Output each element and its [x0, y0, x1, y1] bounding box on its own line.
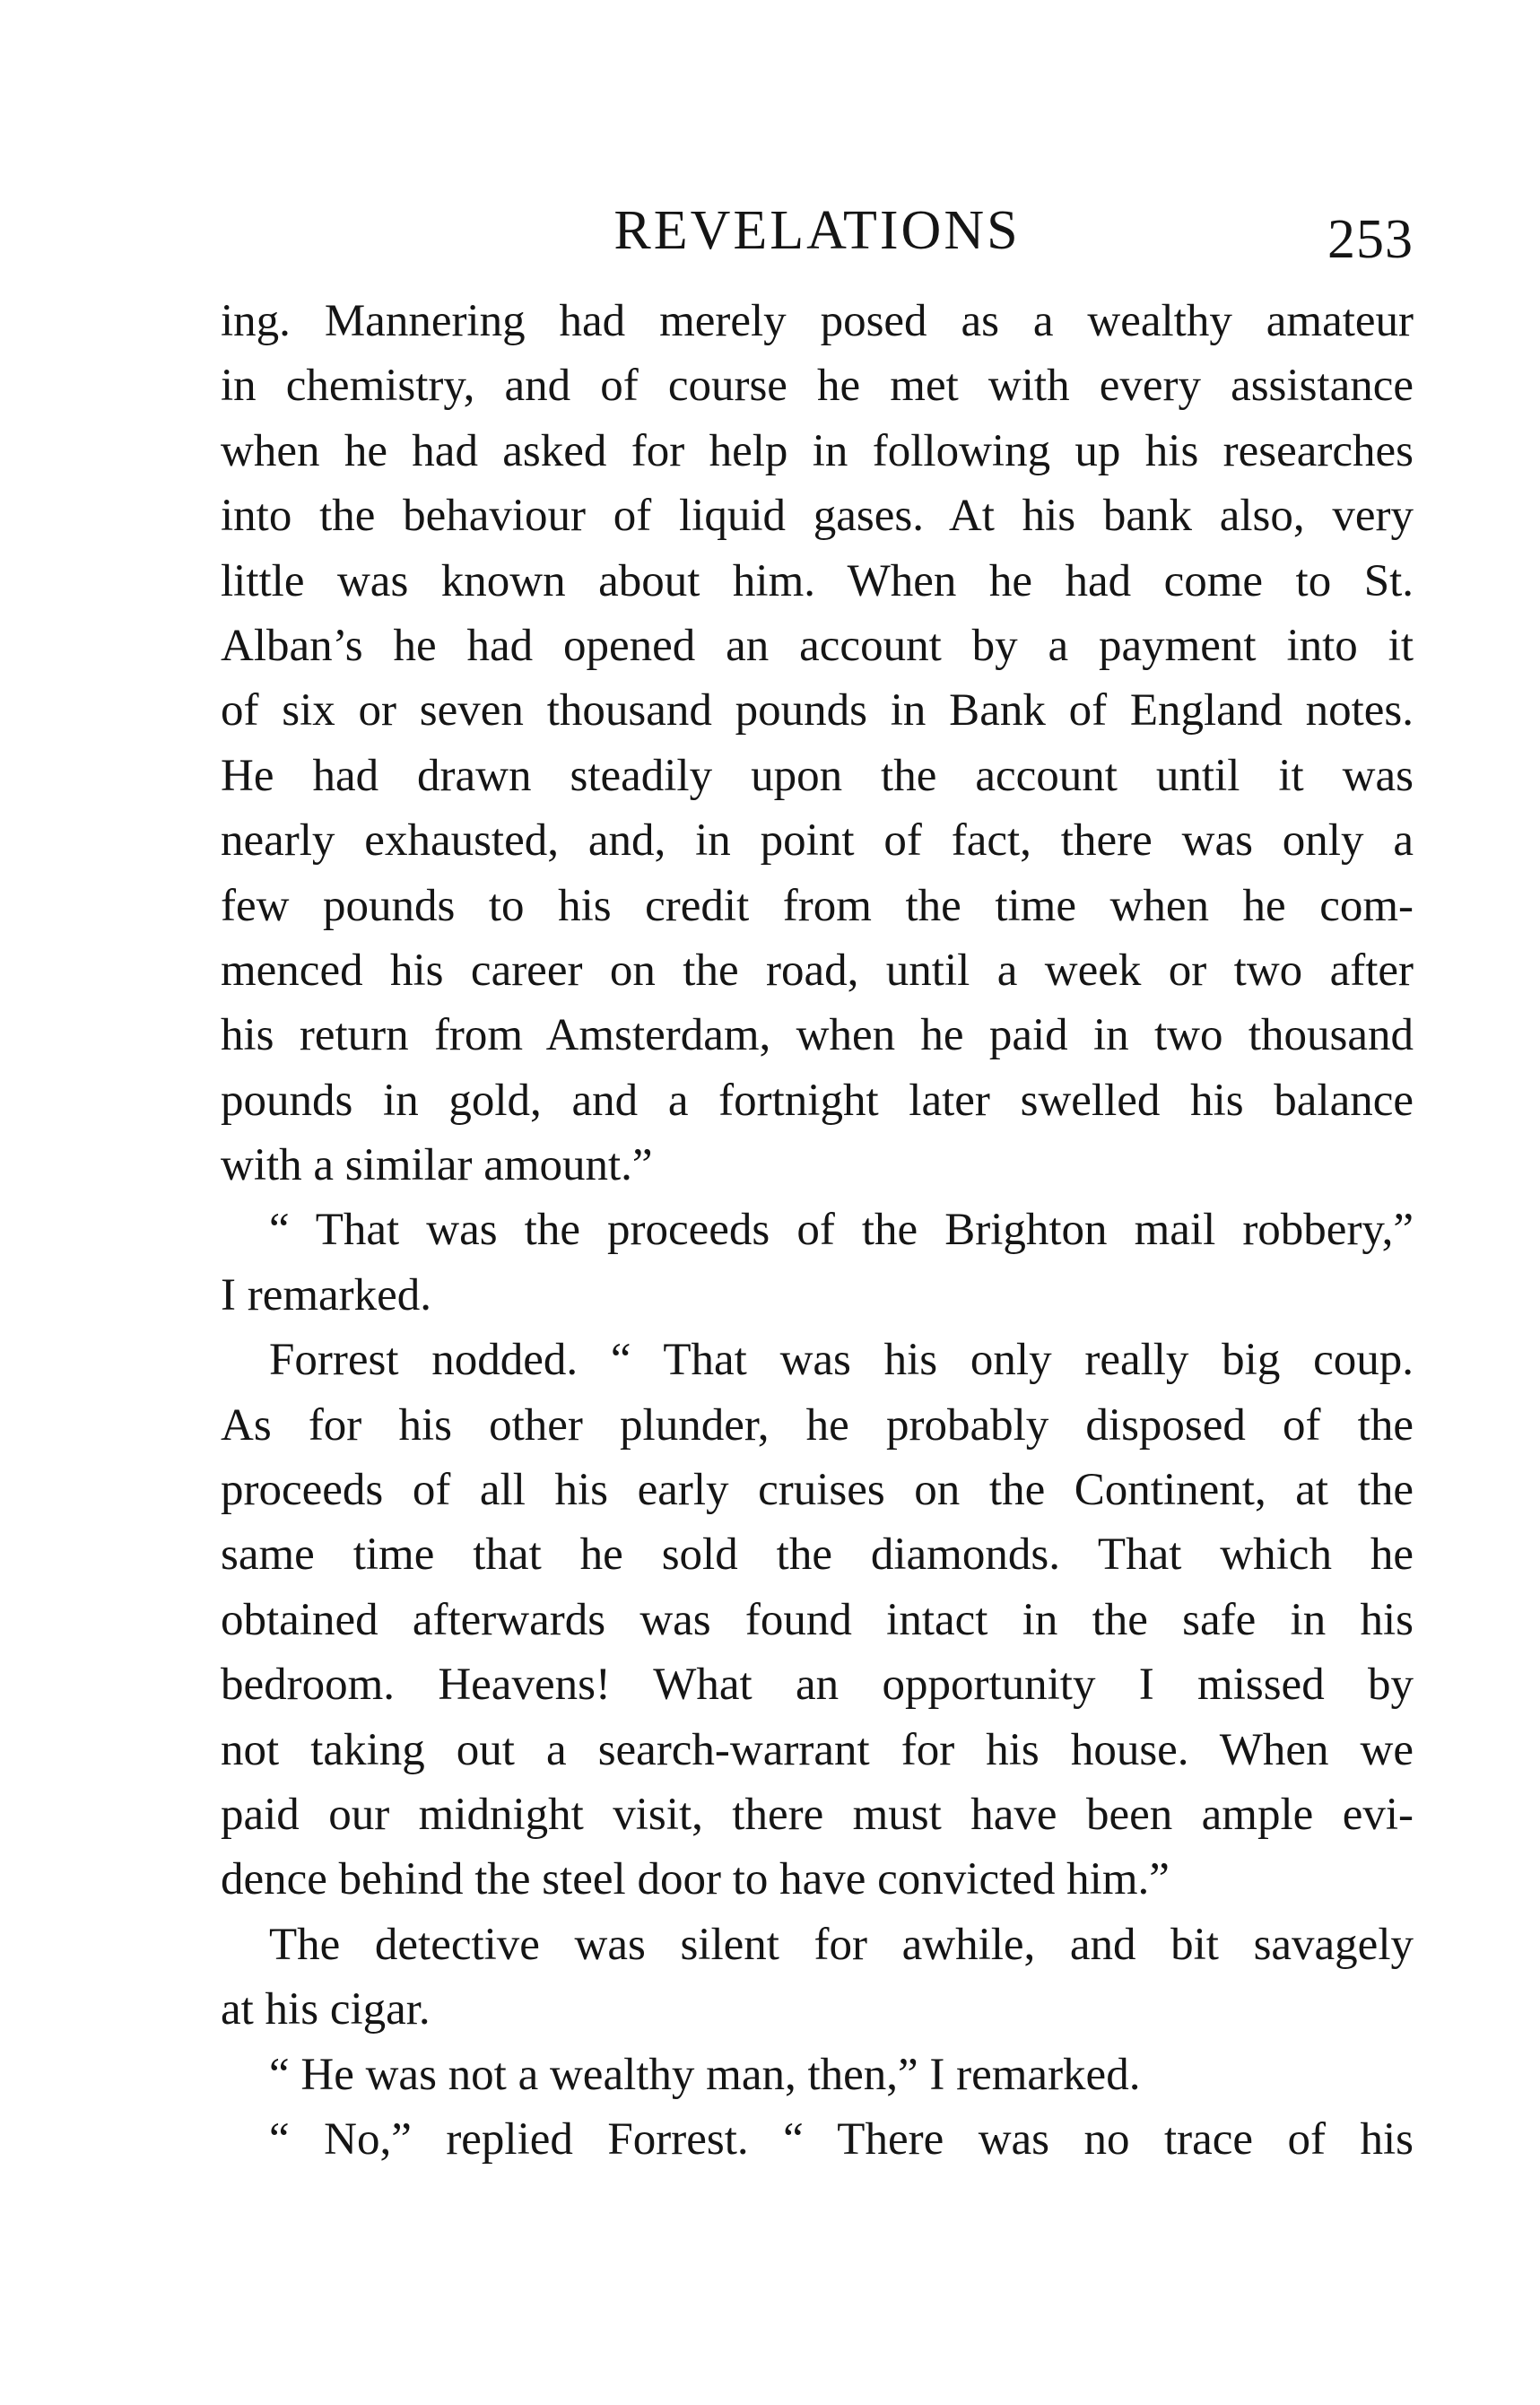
text-line: his return from Amsterdam, when he paid in two thousand	[221, 1010, 1414, 1061]
text-line: “ No,” replied Forrest. “ There was no trace of his	[269, 2113, 1414, 2165]
text-line: little was known about him. When he had come to St.	[221, 555, 1414, 606]
text-line: ing. Mannering had merely posed as a wealthy amateur	[221, 296, 1414, 346]
text-line: in chemistry, and of course he met with every assistance	[221, 361, 1414, 412]
body-text	[221, 289, 1414, 2172]
text-line: proceeds of all his early cruises on the Continent, at the	[221, 1465, 1414, 1516]
text-line: with a similar amount.”	[221, 1140, 653, 1191]
text-line: I remarked.	[221, 1269, 432, 1320]
text-line: “ He was not a wealthy man, then,” I remarked.	[269, 2049, 1141, 2100]
text-line: As for his other plunder, he probably disposed of the	[221, 1399, 1414, 1451]
text-line: dence behind the steel door to have convicted him.”	[221, 1854, 1170, 1905]
text-line: Alban’s he had opened an account by a payment into it	[221, 620, 1414, 671]
text-line: paid our midnight visit, there must have been ample evi-	[221, 1789, 1414, 1840]
text-line: few pounds to his credit from the time when he com-	[221, 880, 1414, 931]
text-line: “ That was the proceeds of the Brighton mail robbery,”	[269, 1205, 1414, 1256]
text-line: pounds in gold, and a fortnight later swelled his balance	[221, 1075, 1414, 1126]
page-number: 253	[1327, 209, 1414, 270]
page-header	[221, 190, 1414, 271]
text-line: same time that he sold the diamonds. That which he	[221, 1529, 1414, 1581]
text-line: when he had asked for help in following up his researches	[221, 425, 1414, 476]
text-line: obtained afterwards was found intact in the safe in his	[221, 1594, 1414, 1645]
text-line: He had drawn steadily upon the account until it was	[221, 750, 1414, 801]
text-line: of six or seven thousand pounds in Bank of England notes.	[221, 685, 1414, 736]
text-line: bedroom. Heavens! What an opportunity I missed by	[221, 1660, 1414, 1711]
text-line: not taking out a search-warrant for his house. When we	[221, 1724, 1414, 1775]
text-line: into the behaviour of liquid gases. At his bank also, very	[221, 491, 1414, 542]
text-line: menced his career on the road, until a week or two after	[221, 945, 1414, 996]
text-line: nearly exhausted, and, in point of fact, there was only a	[221, 815, 1414, 867]
text-line: The detective was silent for awhile, and bit savagely	[269, 1919, 1414, 1970]
running-head: REVELATIONS	[613, 200, 1021, 261]
text-line: Forrest nodded. “ That was his only really big coup.	[269, 1335, 1414, 1386]
text-line: at his cigar.	[221, 1984, 431, 2035]
